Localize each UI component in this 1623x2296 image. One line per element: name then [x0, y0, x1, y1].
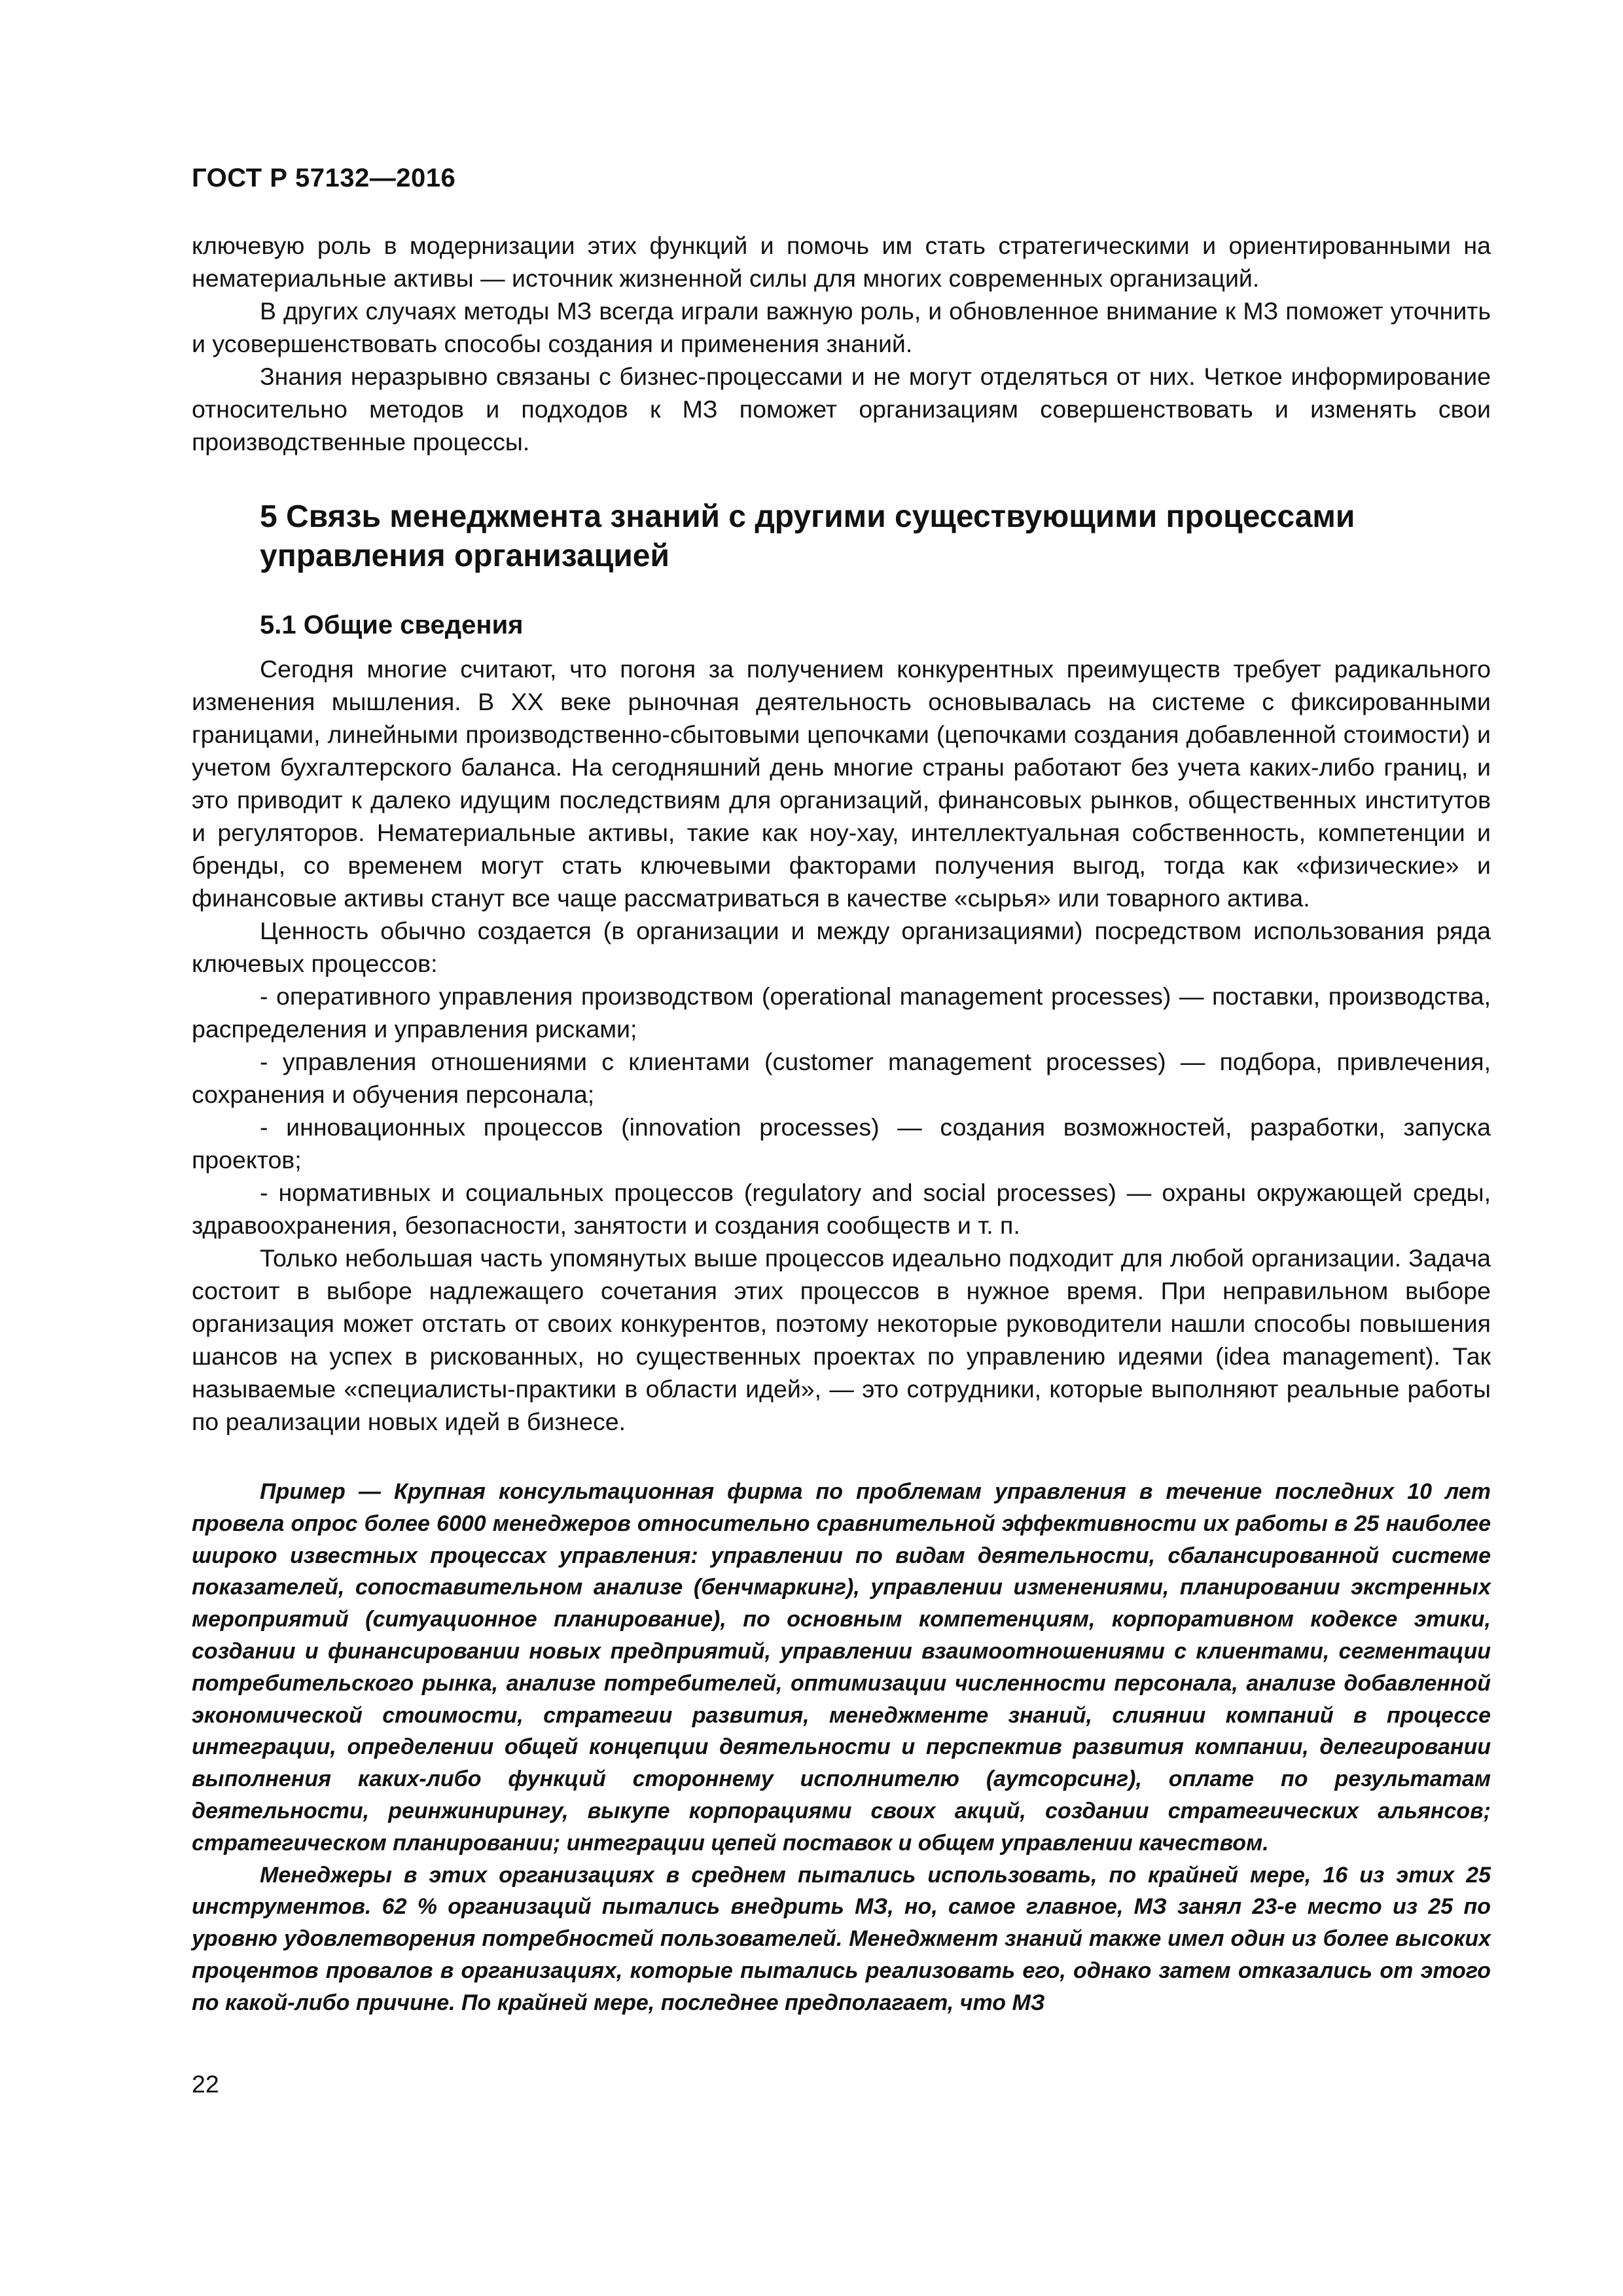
list-item: - инновационных процессов (innovation processes) — создания возможностей, разработки, запуска проектов; — [192, 1113, 1491, 1174]
document-code-header: ГОСТ Р 57132—2016 — [192, 164, 456, 192]
body-paragraph: Ценность обычно создается (в организации и между организациями) посредством использования ряда ключевых процессов: — [192, 917, 1491, 977]
body-paragraph: Только небольшая часть упомянутых выше процессов идеально подходит для любой организации. Задача состоит в выборе надлежащего сочетания этих процессов в нужное время. При неправильном выборе организация может отстать от своих конкурентов, поэтому некоторые руководители нашли способы повышения шансов на успех в рискованных, но существенных проектах по управлению идеями (idea management). Так называемые «специалисты-практики в области идей», — это сотрудники, которые выполняют реальные работы по реализации новых идей в бизнесе. — [192, 1244, 1491, 1435]
page-number: 22 — [192, 2070, 219, 2098]
section-5-1-text-block — [192, 653, 1491, 1438]
list-item: - нормативных и социальных процессов (regulatory and social processes) — охраны окружающей среды, здравоохранения, безопасности, занятости и создания сообществ и т. п. — [192, 1179, 1491, 1239]
list-item: - управления отношениями с клиентами (customer management processes) — подбора, привлечения, сохранения и обучения персонала; — [192, 1048, 1491, 1108]
intro-paragraph-3: Знания неразрывно связаны с бизнес-процессами и не могут отделяться от них. Четкое информирование относительно методов и подходов к МЗ поможет организациям совершенствовать и изменять свои производственные процессы. — [192, 363, 1491, 456]
intro-text-block — [192, 229, 1491, 458]
example-paragraph-2: Менеджеры в этих организациях в среднем пытались использовать, по крайней мере, 16 из этих 25 инструментов. 62 % организаций пытались внедрить МЗ, но, самое главное, МЗ занял 23-е место из 25 по уровню удовлетворения потребностей пользователей. Менеджмент знаний также имел один из более высоких процентов провалов в организациях, которые пытались реализовать его, однако затем отказались от этого по какой-либо причине. По крайней мере, последнее предполагает, что МЗ — [192, 1862, 1491, 2015]
subsection-5-1-heading: 5.1 Общие сведения — [260, 611, 524, 639]
intro-paragraph-2: В других случаях методы МЗ всегда играли важную роль, и обновленное внимание к МЗ поможет уточнить и усовершенствовать способы создания и применения знаний. — [192, 297, 1491, 357]
section-5-heading: 5 Связь менеджмента знаний с другими существующими процессами управления организацией — [260, 499, 1355, 573]
list-item: - оперативного управления производством (operational management processes) — поставки, производства, распределения и управления рисками; — [192, 982, 1491, 1043]
intro-paragraph-1: ключевую роль в модернизации этих функций и помочь им стать стратегическими и ориентированными на нематериальные активы — источник жизненной силы для многих современных организаций. — [192, 232, 1491, 292]
body-paragraph: Сегодня многие считают, что погоня за получением конкурентных преимуществ требует радикального изменения мышления. В XX веке рыночная деятельность основывалась на системе с фиксированными границами, линейными производственно-сбытовыми цепочками (цепочками создания добавленной стоимости) и учетом бухгалтерского баланса. На сегодняшний день многие страны работают без учета каких-либо границ, и это приводит к далеко идущим последствиям для организаций, финансовых рынков, общественных институтов и регуляторов. Нематериальные активы, такие как ноу-хау, интеллектуальная собственность, компетенции и бренды, со временем могут стать ключевыми факторами получения выгод, тогда как «физические» и финансовые активы станут все чаще рассматриваться в качестве «сырья» или товарного актива. — [192, 655, 1491, 912]
example-paragraph-1: Пример — Крупная консультационная фирма по проблемам управления в течение последних 10 лет провела опрос более 6000 менеджеров относительно сравнительной эффективности их работы в 25 наиболее широко известных процессах управления: управлении по видам деятельности, сбалансированной системе показателей, сопоставительном анализе (бенчмаркинг), управлении изменениями, планировании экстренных мероприятий (ситуационное планирование), по основным компетенциям, корпоративном кодексе этики, создании и финансировании новых предприятий, управлении взаимоотношениями с клиентами, сегментации потребительского рынка, анализе потребителей, оптимизации численности персонала, анализе добавленной экономической стоимости, стратегии развития, менеджменте знаний, слиянии компаний в процессе интеграции, определении общей концепции деятельности и перспектив развития компании, делегировании выполнения каких-либо функций стороннему исполнителю (аутсорсинг), оплате по результатам деятельности, реинжинирингу, выкупе корпорациями своих акций, создании стратегических альянсов; стратегическом планировании; интеграции цепей поставок и общем управлении качеством. — [192, 1479, 1491, 1856]
example-block — [192, 1476, 1491, 2019]
